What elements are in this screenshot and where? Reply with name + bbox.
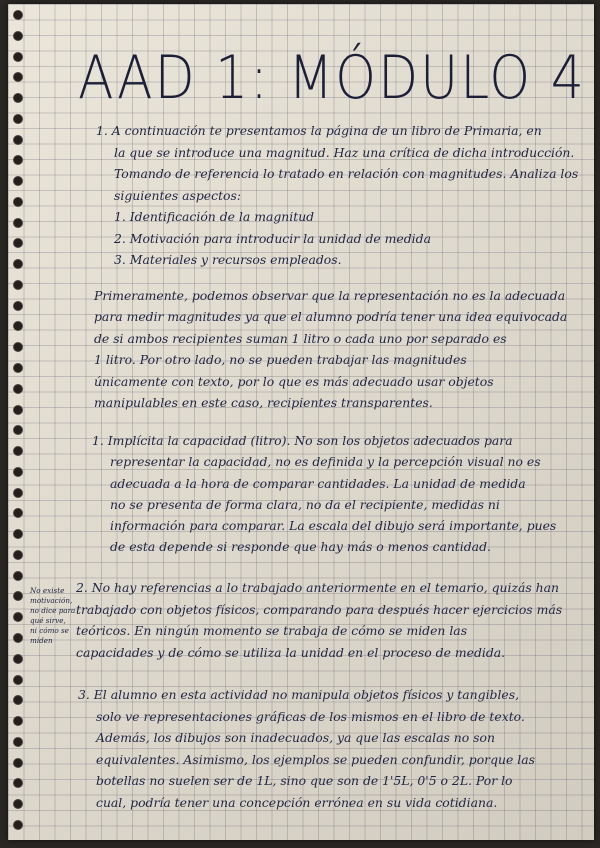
margin-note-line: no dice para: [30, 606, 76, 615]
answer-line: manipulables en este caso, recipientes transparentes.: [94, 394, 433, 410]
answer-line: de esta depende si responde que hay más o menos cantidad.: [110, 539, 491, 555]
binding-hole: [13, 737, 23, 747]
binding-hole: [13, 778, 23, 788]
binding-hole: [13, 716, 23, 726]
binding-hole: [13, 425, 23, 435]
binding-hole: [13, 488, 23, 498]
binding-hole: [13, 591, 23, 601]
binding-hole: [13, 10, 23, 20]
binding-hole: [13, 52, 23, 62]
answer-line: información para comparar. La escala del dibujo será importante, pues: [110, 518, 557, 534]
answer-line: 3. El alumno en esta actividad no manipula objetos físicos y tangibles,: [78, 687, 520, 702]
binding-hole: [13, 342, 23, 352]
question-line: Tomando de referencia lo tratado en relación con magnitudes. Analiza los: [114, 166, 579, 181]
notebook-page: [8, 4, 594, 840]
answer-line: 2. No hay referencias a lo trabajado anteriormente en el temario, quizás han: [76, 580, 560, 595]
answer-line: botellas no suelen ser de 1L, sino que son de 1'5L, 0'5 o 2L. Por lo: [96, 773, 513, 788]
binding-hole: [13, 301, 23, 311]
answer-line: trabajado con objetos físicos, comparando para después hacer ejercicios más: [76, 601, 563, 617]
binding-hole: [13, 238, 23, 248]
answer-line: Además, los dibujos son inadecuados, ya que las escalas no son: [96, 730, 495, 745]
answer-point-3: [78, 686, 535, 815]
answer-line: únicamente con texto, por lo que es más adecuado usar objetos: [94, 373, 494, 389]
margin-note-line: qué sirve,: [30, 616, 66, 625]
binding-hole: [13, 72, 23, 82]
answer-line: 1. Implícita la capacidad (litro). No son los objetos adecuados para: [92, 433, 513, 448]
binding-hole: [13, 259, 23, 269]
binding-hole: [13, 675, 23, 685]
binding-hole: [13, 135, 23, 145]
binding-hole: [13, 280, 23, 290]
binding-hole: [13, 467, 23, 477]
margin-note-line: ni cómo se: [30, 626, 69, 635]
binding-hole: [13, 384, 23, 394]
answer-intro: [94, 287, 567, 415]
binding-hole: [13, 820, 23, 830]
binding-hole: [13, 654, 23, 664]
answer-line: no se presenta de forma clara, no da el recipiente, medidas ni: [110, 496, 500, 512]
binding-hole: [13, 155, 23, 165]
binding-hole: [13, 550, 23, 560]
aspect-item: 2. Motivación para introducir la unidad de medida: [114, 230, 431, 246]
binding-hole: [13, 197, 23, 207]
binding-hole: [13, 508, 23, 518]
question-line: la que se introduce una magnitud. Haz una crítica de dicha introducción.: [114, 144, 575, 160]
answer-line: de si ambos recipientes suman 1 litro o cada uno por separado es: [94, 330, 507, 346]
spiral-binding: [8, 10, 28, 830]
aspect-item: 3. Materiales y recursos empleados.: [114, 252, 342, 267]
answer-point-2: [76, 579, 562, 665]
binding-hole: [13, 405, 23, 415]
answer-line: 1 litro. Por otro lado, no se pueden trabajar las magnitudes: [94, 352, 467, 368]
binding-hole: [13, 571, 23, 581]
answer-line: solo ve representaciones gráficas de los mismos en el libro de texto.: [96, 708, 525, 724]
answer-line: teóricos. En ningún momento se trabaja de cómo se miden las: [76, 623, 468, 639]
answer-line: equivalentes. Asimismo, los ejemplos se pueden confundir, porque las: [96, 751, 535, 767]
answer-line: cual, podría tener una concepción errónea en su vida cotidiana.: [96, 794, 498, 810]
question-line: 1. A continuación te presentamos la página de un libro de Primaria, en: [96, 123, 542, 138]
binding-hole: [13, 446, 23, 456]
margin-note-line: No existe: [30, 586, 65, 595]
binding-hole: [13, 695, 23, 705]
answer-line: capacidades y de cómo se utiliza la unidad en el proceso de medida.: [76, 644, 506, 660]
binding-hole: [13, 176, 23, 186]
answer-point-1: [92, 432, 556, 560]
binding-hole: [13, 612, 23, 622]
binding-hole: [13, 114, 23, 124]
binding-hole: [13, 363, 23, 373]
page-title: AAD 1: MÓDULO 4: [78, 43, 586, 113]
binding-hole: [13, 218, 23, 228]
aspect-item: 1. Identificación de la magnitud: [114, 209, 315, 224]
binding-hole: [13, 31, 23, 41]
question-block: [96, 122, 578, 273]
binding-hole: [13, 529, 23, 539]
answer-line: adecuada a la hora de comparar cantidades. La unidad de medida: [110, 475, 526, 491]
binding-hole: [13, 93, 23, 103]
margin-note-line: motivación,: [30, 596, 73, 605]
question-line: siguientes aspectos:: [114, 187, 242, 203]
binding-hole: [13, 633, 23, 643]
binding-hole: [13, 321, 23, 331]
answer-line: Primeramente, podemos observar que la representación no es la adecuada: [94, 288, 566, 303]
answer-line: representar la capacidad, no es definida y la percepción visual no es: [110, 454, 541, 470]
margin-note-line: miden: [30, 636, 53, 645]
binding-hole: [13, 758, 23, 768]
answer-line: para medir magnitudes ya que el alumno podría tener una idea equivocada: [94, 309, 568, 325]
binding-hole: [13, 799, 23, 809]
